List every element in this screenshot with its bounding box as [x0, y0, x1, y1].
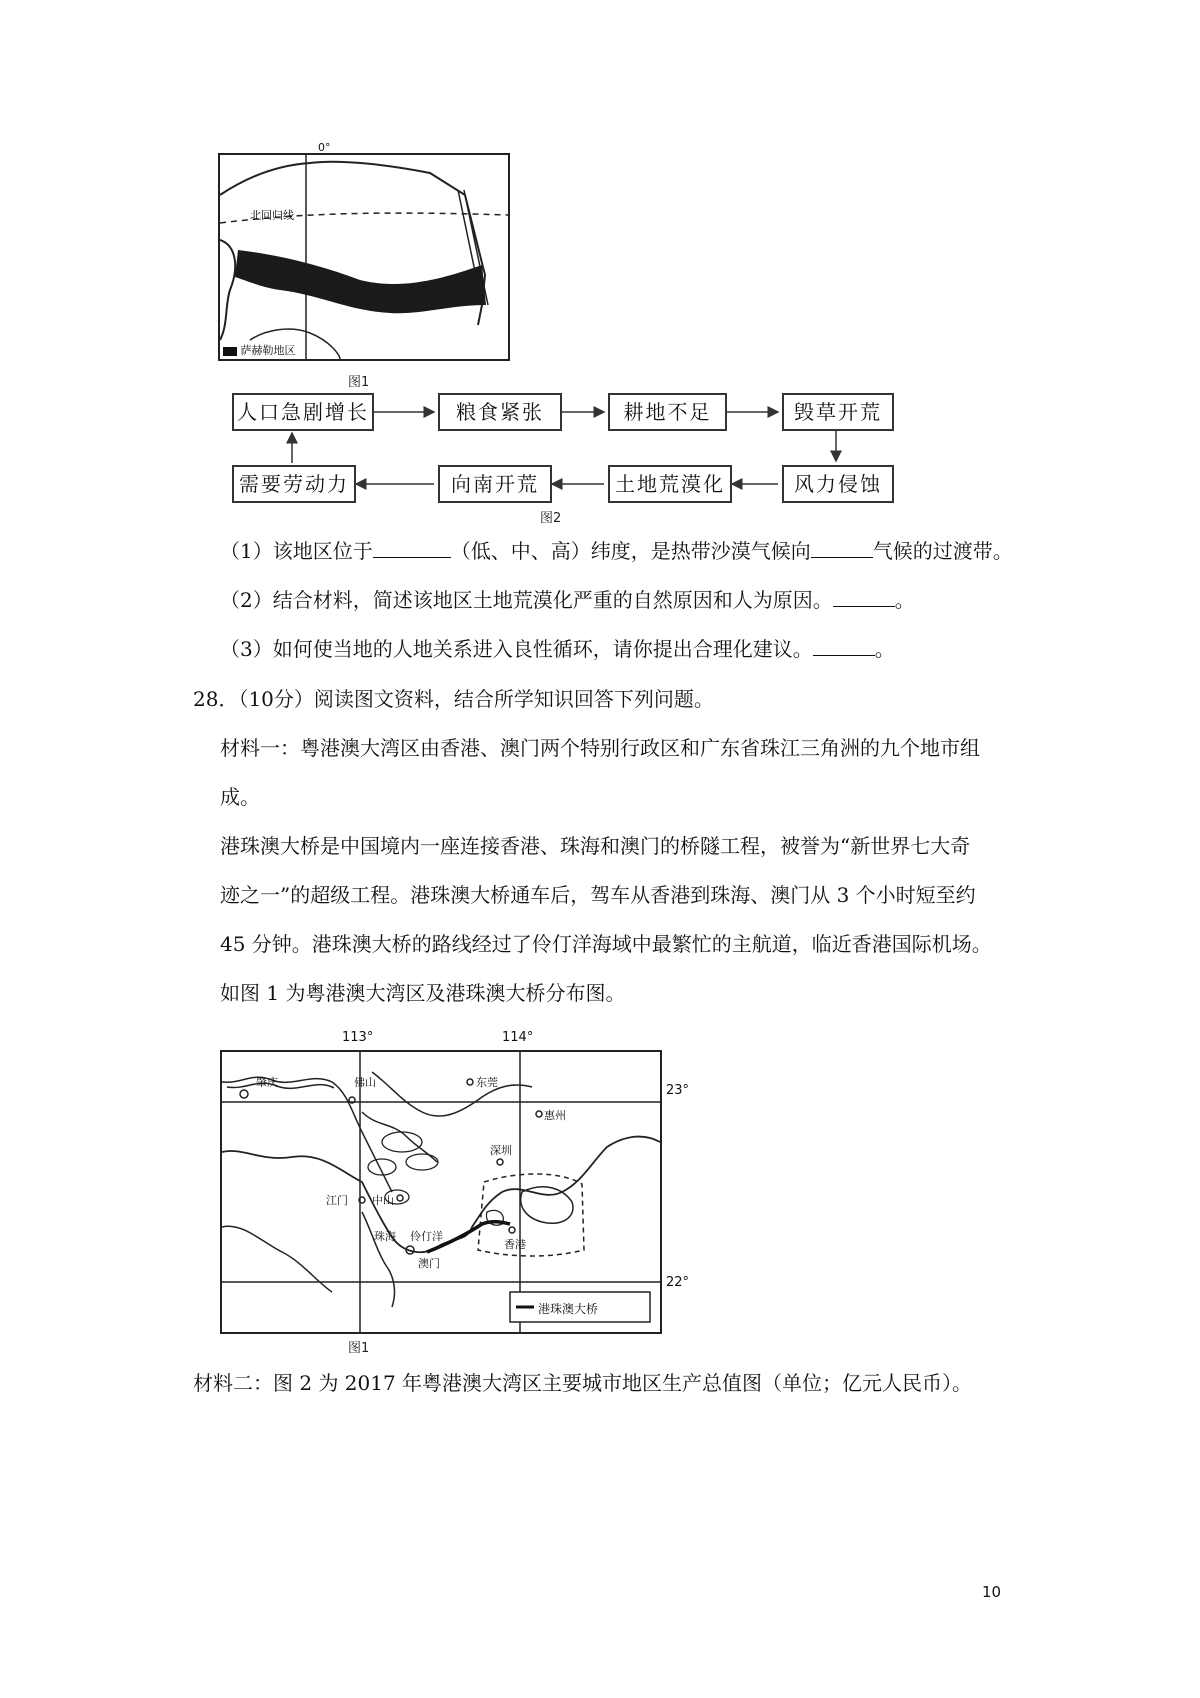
city-zhuhai: 珠海	[374, 1230, 396, 1243]
q27-1-part-c: 气候的过渡带。	[872, 539, 1013, 563]
city-macau: 澳门	[418, 1257, 440, 1270]
answer-blank-1	[373, 537, 451, 558]
q27-2-text: （2）结合材料，简述该地区土地荒漠化严重的自然原因和人为原因。	[220, 588, 833, 612]
q28-paragraph-line1: 港珠澳大桥是中国境内一座连接香港、珠海和澳门的桥隧工程，被誉为“新世界七大奇	[220, 834, 971, 858]
meridian-label: 0°	[318, 141, 331, 154]
q28-heading: 28．（10分）阅读图文资料，结合所学知识回答下列问题。	[193, 687, 714, 711]
city-hongkong: 香港	[504, 1238, 526, 1251]
gba-map-drawing	[222, 1052, 660, 1332]
sahel-map-drawing	[220, 155, 508, 359]
q27-line-2	[220, 585, 915, 615]
gba-map-frame	[220, 1050, 662, 1334]
lat-22-label: 22°	[666, 1275, 690, 1290]
flow-box-erosion: 风力侵蚀	[782, 465, 894, 503]
city-zhongshan: 中山	[372, 1194, 394, 1207]
gba-caption: 图1	[348, 1341, 370, 1356]
answer-blank-3	[833, 586, 895, 607]
lon-114-label: 114°	[502, 1030, 534, 1045]
city-shenzhen: 深圳	[490, 1144, 512, 1157]
page-number: 10	[982, 1583, 1002, 1601]
q27-3-text: （3）如何使当地的人地关系进入良性循环，请你提出合理化建议。	[220, 637, 813, 661]
sahel-caption: 图1	[348, 375, 370, 390]
q28-paragraph-line2: 迹之一”的超级工程。港珠澳大桥通车后，驾车从香港到珠海、澳门从 3 个小时短至约	[220, 883, 976, 907]
q27-line-3	[220, 634, 895, 664]
city-foshan: 佛山	[354, 1076, 376, 1089]
city-huizhou: 惠州	[544, 1109, 566, 1122]
q27-2-end: 。	[894, 588, 915, 612]
lingdingyang-label: 伶仃洋	[410, 1230, 443, 1243]
gba-map	[220, 1030, 690, 1340]
tropic-label: 北回归线	[250, 209, 294, 222]
q28-material2: 材料二：图 2 为 2017 年粤港澳大湾区主要城市地区生产总值图（单位；亿元人民币）。	[193, 1371, 973, 1395]
flow-box-reclaim: 毁草开荒	[782, 393, 894, 431]
flow-box-south: 向南开荒	[438, 465, 552, 503]
answer-blank-4	[813, 635, 875, 656]
q27-line-1	[220, 536, 1013, 566]
sahel-legend-label: 萨赫勒地区	[240, 344, 296, 357]
lon-113-label: 113°	[342, 1030, 374, 1045]
flow-box-labor: 需要劳动力	[232, 465, 356, 503]
answer-blank-2	[811, 537, 873, 558]
q27-3-end: 。	[874, 637, 895, 661]
q27-1-part-b: （低、中、高）纬度，是热带沙漠气候向	[450, 539, 811, 563]
q28-paragraph-line4: 如图 1 为粤港澳大湾区及港珠澳大桥分布图。	[220, 981, 626, 1005]
legend-swatch	[223, 347, 237, 356]
city-dongguan: 东莞	[476, 1076, 498, 1089]
q28-paragraph-line3: 45 分钟。港珠澳大桥的路线经过了伶仃洋海域中最繁忙的主航道，临近香港国际机场。	[220, 932, 992, 956]
q27-1-part-a: （1）该地区位于	[220, 539, 373, 563]
city-zhaoqing: 肇庆	[256, 1076, 278, 1089]
flow-box-food: 粮食紧张	[438, 393, 562, 431]
flow-caption: 图2	[540, 511, 562, 526]
sahel-map	[218, 153, 510, 361]
flow-box-farmland: 耕地不足	[608, 393, 727, 431]
flow-box-population: 人口急剧增长	[232, 393, 374, 431]
q28-material1-line1: 材料一：粤港澳大湾区由香港、澳门两个特别行政区和广东省珠江三角洲的九个地市组	[220, 736, 980, 760]
flow-chart	[220, 385, 900, 510]
flow-box-desertification: 土地荒漠化	[608, 465, 732, 503]
sahel-legend	[220, 341, 299, 359]
flow-arrows	[220, 385, 900, 510]
city-jiangmen: 江门	[326, 1194, 348, 1207]
lat-23-label: 23°	[666, 1083, 690, 1098]
gba-legend-label: 港珠澳大桥	[538, 1302, 599, 1316]
q28-material1-line2: 成。	[220, 785, 260, 809]
